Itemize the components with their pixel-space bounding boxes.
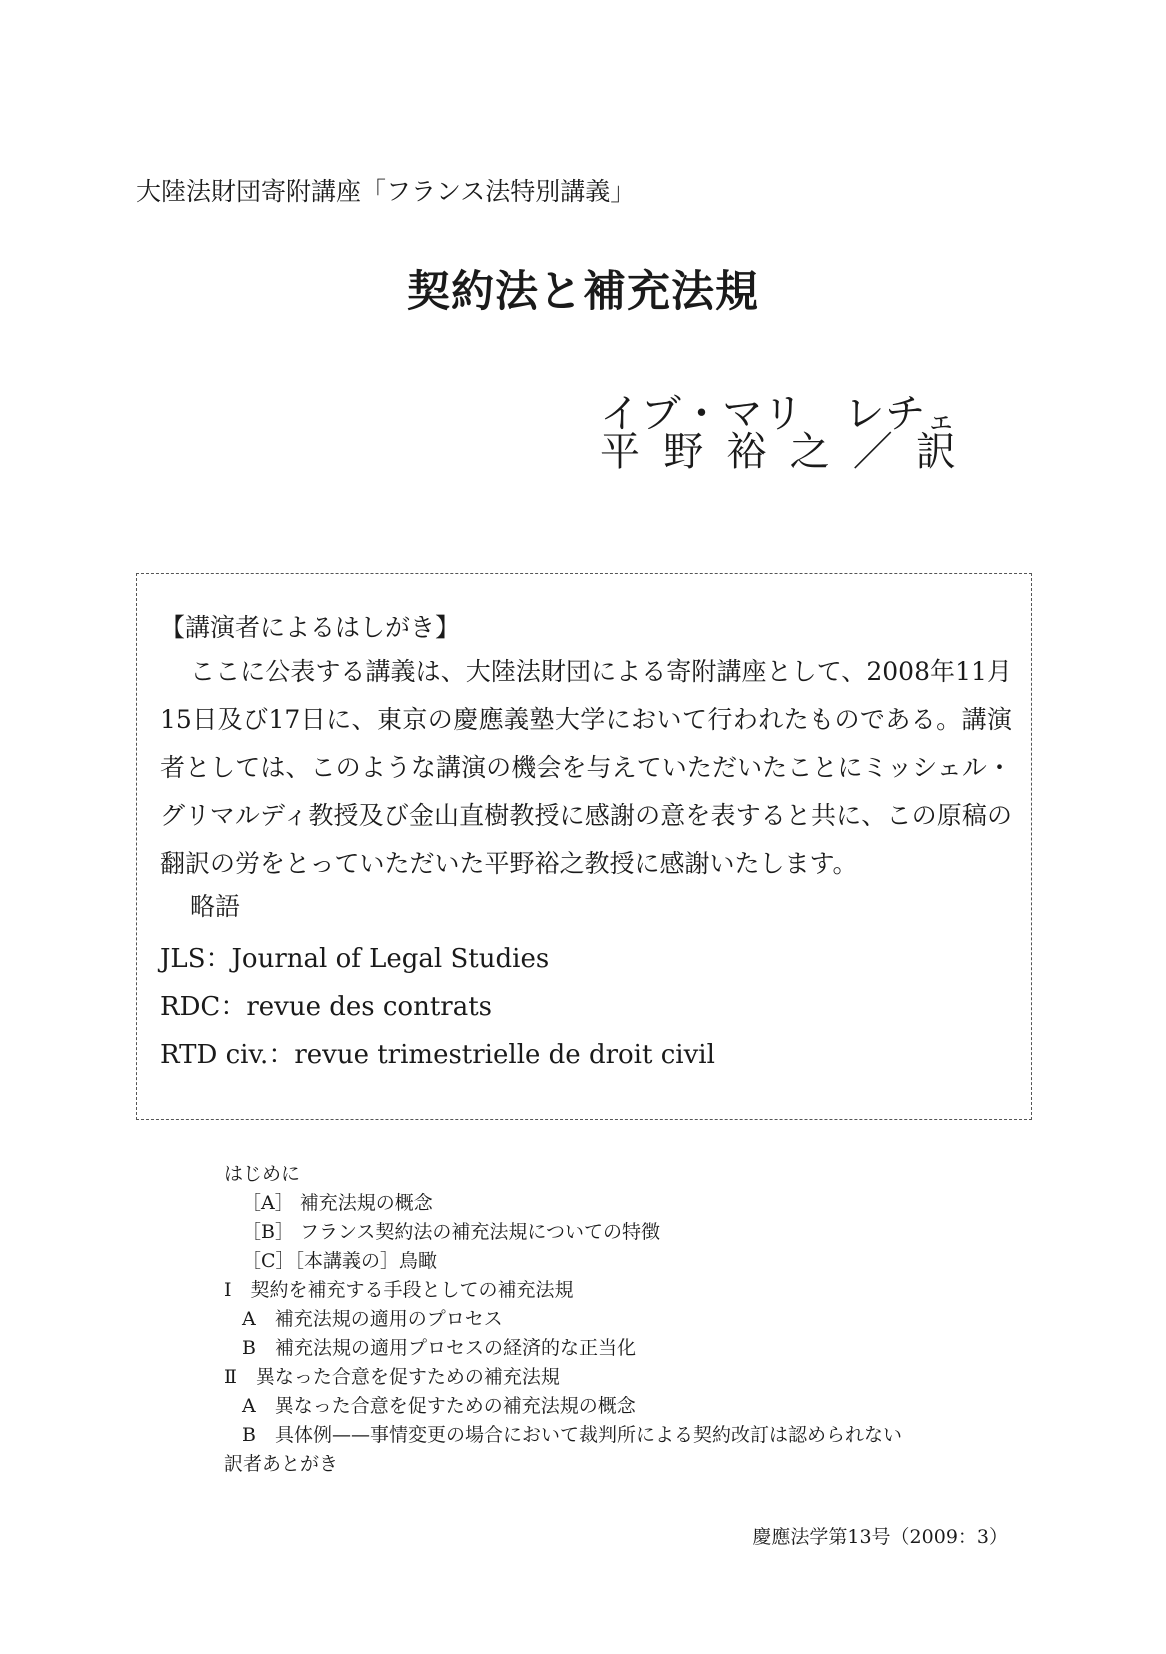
toc-item: ［A］ 補充法規の概念 [242,1192,433,1214]
abbreviation-item: RTD civ.：revue trimestrielle de droit civil [160,1040,715,1070]
preface-heading: 【講演者によるはしがき】 [160,613,461,642]
toc-item: 訳者あとがき [224,1453,339,1475]
page-title: 契約法と補充法規 [407,267,759,317]
author-char: レ [844,391,885,437]
translator-char: 野 [663,429,704,475]
toc-item: A 異なった合意を促すための補充法規の概念 [242,1395,636,1417]
author-char: ・ [681,391,722,437]
toc-item: はじめに [224,1163,301,1185]
translator-char: ／ [852,429,893,475]
preface-body: ここに公表する講義は、大陸法財団による寄附講座として、2008年11月15日及び17日に、東京の慶應義塾大学において行われたものである。講演者としては、このような講演の機会を与えていただいたことにミッシェル・グリマルディ教授及び金山直樹教授に感謝の意を表すると共に、この原稿の翻訳の労をとっていただいた平野裕之教授に感謝いたします。 [160,657,1012,878]
toc-item: ［C］［本講義の］鳥瞰 [242,1250,438,1272]
toc-item: Ⅰ 契約を補充する手段としての補充法規 [224,1279,574,1301]
author-char: チ [885,391,926,437]
translator-char: 訳 [915,429,956,475]
translator-name [600,420,956,477]
table-of-contents [224,1160,1024,1479]
author-char: マ [722,391,763,437]
author-char: イ [600,391,640,437]
translator-char: 裕 [726,429,767,475]
abbreviation-item: RDC：revue des contrats [160,992,492,1022]
abbreviations-label: 略語 [190,892,241,921]
journal-footer: 慶應法学第13号（2009：3） [752,1526,1008,1548]
toc-item: A 補充法規の適用のプロセス [242,1308,503,1330]
toc-item: B 具体例——事情変更の場合において裁判所による契約改訂は認められない [242,1424,902,1446]
translator-char: 之 [789,429,830,475]
author-char: ブ [640,391,681,437]
series-title: 大陸法財団寄附講座「フランス法特別講義」 [136,177,636,206]
author-char: ェ [926,403,956,438]
author-char: リ [763,391,803,437]
toc-item: ［B］ フランス契約法の補充法規についての特徴 [242,1221,661,1243]
translator-char: 平 [600,429,640,475]
abbreviation-item: JLS：Journal of Legal Studies [160,944,550,974]
toc-item: B 補充法規の適用プロセスの経済的な正当化 [242,1337,636,1359]
toc-item: Ⅱ 異なった合意を促すための補充法規 [224,1366,560,1388]
